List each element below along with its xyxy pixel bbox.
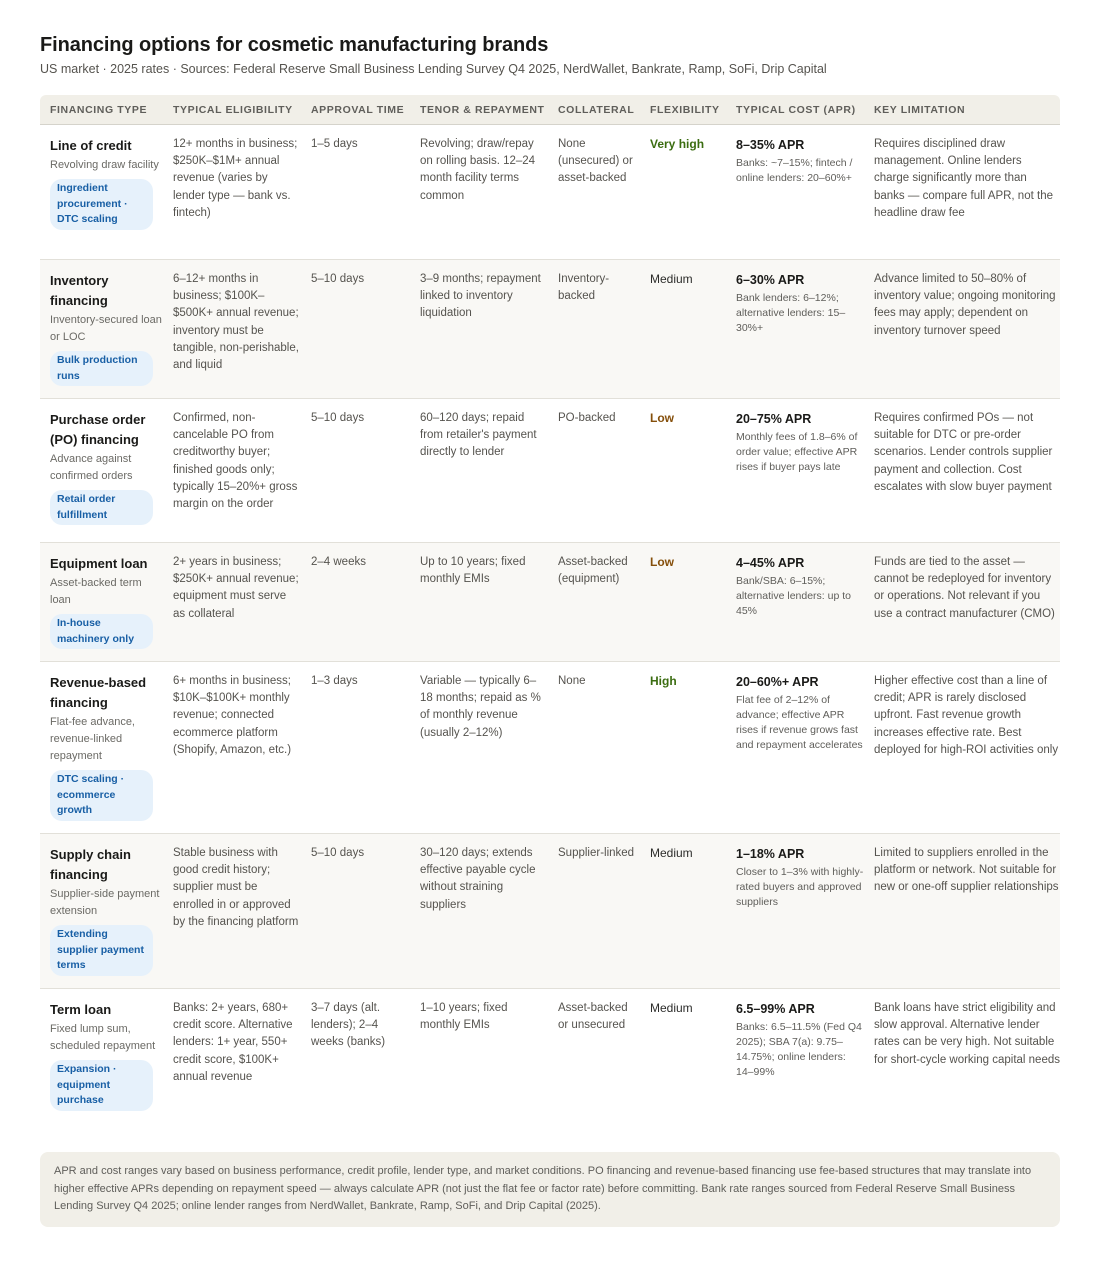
flexibility-cell (640, 834, 726, 988)
financing-type-description: Revolving draw facility (50, 159, 159, 171)
table-body (40, 125, 1060, 1129)
eligibility-cell: 6+ months in business; $10K–$100K+ monthly revenue; connected ecommerce platform (Shopify, Amazon, etc.) (173, 675, 292, 756)
collateral-cell: Supplier-linked (558, 847, 635, 859)
collateral-cell: None (558, 675, 586, 687)
flexibility-cell (640, 989, 726, 1129)
footnote: APR and cost ranges vary based on business performance, credit profile, lender type, and market conditions. PO financing and revenue-based financing use fee-based structures that may translate into higher effective APRs depending on repayment speed — always calculate APR (not just the flat fee or factor rate) before committing. Bank rate ranges sourced from Federal Reserve Small Business Lending Survey Q4 2025; online lender ranges from NerdWallet, Bankrate, Ramp, SoFi, and Drip Capital (2025). (40, 1152, 1060, 1227)
page-title: Financing options for cosmetic manufacturing brands (40, 34, 549, 56)
table-row (40, 543, 1060, 662)
limitation-cell: Limited to suppliers enrolled in the platform or network. Not suitable for new or one-off supplier relationships (874, 847, 1059, 894)
financing-type-description: Advance against confirmed orders (50, 453, 133, 482)
financing-type-description: Asset-backed term loan (50, 577, 142, 606)
collateral-cell: None (unsecured) or asset-backed (558, 138, 633, 185)
flexibility-value: Medium (650, 272, 693, 286)
collateral-cell: Inventory-backed (558, 273, 610, 303)
cost-note: Monthly fees of 1.8–6% of order value; effective APR rises if buyer pays late (736, 431, 858, 473)
tenor-cell: Variable — typically 6–18 months; repaid as % of monthly revenue (usually 2–12%) (420, 675, 541, 739)
flexibility-value: Low (650, 555, 674, 569)
financing-type-name: Term loan (50, 1002, 112, 1017)
cost-apr: 6–30% APR (736, 273, 805, 287)
collateral-cell: Asset-backed or unsecured (558, 1002, 628, 1032)
use-case-tag: DTC scaling · ecommerce growth (50, 770, 153, 821)
approval-time-cell: 5–10 days (311, 273, 365, 285)
limitation-cell: Advance limited to 50–80% of inventory value; ongoing monitoring fees may apply; dependent on inventory turnover speed (874, 273, 1056, 337)
approval-time-cell: 1–3 days (311, 675, 358, 687)
limitation-cell: Higher effective cost than a line of credit; APR is rarely disclosed upfront. Fast revenue growth increases effective rate. Best deployed for high-ROI activities only (874, 675, 1059, 756)
use-case-tag: Retail order fulfillment (50, 490, 153, 525)
financing-type-cell (40, 662, 163, 833)
cost-note: Closer to 1–3% with highly-rated buyers and approved suppliers (736, 866, 864, 908)
column-header-tenor: TENOR & REPAYMENT (420, 103, 545, 116)
use-case-tag: Bulk production runs (50, 351, 153, 386)
table-row (40, 125, 1060, 260)
use-case-tag: In-house machinery only (50, 614, 153, 649)
flexibility-cell (640, 399, 726, 542)
cost-apr: 20–75% APR (736, 412, 812, 426)
cost-note: Bank/SBA: 6–15%; alternative lenders: up to 45% (736, 575, 851, 617)
approval-time-cell: 5–10 days (311, 847, 365, 859)
flexibility-cell (640, 260, 726, 398)
column-header-financing-type: FINANCING TYPE (50, 103, 148, 116)
flexibility-value: High (650, 674, 677, 688)
cost-cell (726, 543, 864, 661)
flexibility-value: Low (650, 411, 674, 425)
limitation-cell: Requires disciplined draw management. Online lenders charge significantly more than banks — compare full APR, not the headline draw fee (874, 138, 1053, 219)
flexibility-cell (640, 662, 726, 833)
flexibility-value: Medium (650, 846, 693, 860)
tenor-cell: 30–120 days; extends effective payable cycle without straining suppliers (420, 847, 536, 911)
tenor-cell: 1–10 years; fixed monthly EMIs (420, 1002, 508, 1032)
cost-cell (726, 399, 864, 542)
financing-type-cell (40, 834, 163, 988)
use-case-tag: Expansion · equipment purchase (50, 1060, 153, 1111)
table-row (40, 399, 1060, 543)
use-case-tag: Ingredient procurement · DTC scaling (50, 179, 153, 230)
cost-cell (726, 662, 864, 833)
flexibility-cell (640, 543, 726, 661)
cost-cell (726, 260, 864, 398)
financing-type-description: Inventory-secured loan or LOC (50, 314, 162, 343)
table-row (40, 260, 1060, 399)
approval-time-cell: 1–5 days (311, 138, 358, 150)
cost-apr: 1–18% APR (736, 847, 805, 861)
limitation-cell: Funds are tied to the asset — cannot be redeployed for inventory or operations. Not relevant if you use a contract manufacturer (CMO) (874, 556, 1055, 620)
column-header-flexibility: FLEXIBILITY (650, 103, 720, 116)
approval-time-cell: 3–7 days (alt. lenders); 2–4 weeks (banks) (311, 1002, 386, 1049)
financing-type-description: Supplier-side payment extension (50, 888, 160, 917)
collateral-cell: PO-backed (558, 412, 616, 424)
eligibility-cell: Confirmed, non-cancelable PO from creditworthy buyer; finished goods only; typically 15–20%+ gross margin on the order (173, 412, 298, 511)
cost-note: Banks: 6.5–11.5% (Fed Q4 2025); SBA 7(a): 9.75–14.75%; online lenders: 14–99% (736, 1021, 862, 1078)
financing-type-name: Supply chain financing (50, 847, 131, 882)
column-header-approval-time: APPROVAL TIME (311, 103, 405, 116)
eligibility-cell: 6–12+ months in business; $100K–$500K+ annual revenue; inventory must be tangible, non-perishable, and liquid (173, 273, 299, 372)
financing-type-name: Revenue-based financing (50, 675, 147, 710)
tenor-cell: 60–120 days; repaid from retailer's payment directly to lender (420, 412, 537, 459)
cost-apr: 20–60%+ APR (736, 675, 819, 689)
cost-apr: 4–45% APR (736, 556, 805, 570)
tenor-cell: Revolving; draw/repay on rolling basis. 12–24 month facility terms common (420, 138, 536, 202)
column-header-eligibility: TYPICAL ELIGIBILITY (173, 103, 293, 116)
eligibility-cell: 2+ years in business; $250K+ annual revenue; equipment must serve as collateral (173, 556, 299, 620)
table-row (40, 989, 1060, 1129)
approval-time-cell: 2–4 weeks (311, 556, 366, 568)
flexibility-value: Medium (650, 1001, 693, 1015)
financing-type-name: Equipment loan (50, 556, 148, 571)
cost-cell (726, 125, 864, 259)
cost-apr: 6.5–99% APR (736, 1002, 815, 1016)
column-header-cost: TYPICAL COST (APR) (736, 103, 856, 116)
financing-type-cell (40, 399, 163, 542)
financing-type-cell (40, 989, 163, 1129)
financing-type-name: Inventory financing (50, 273, 109, 308)
eligibility-cell: Banks: 2+ years, 680+ credit score. Alternative lenders: 1+ year, 550+ credit score, $100K+ annual revenue (173, 1002, 293, 1083)
column-header-limitation: KEY LIMITATION (874, 103, 966, 116)
cost-note: Banks: ~7–15%; fintech / online lenders: 20–60%+ (736, 157, 853, 184)
financing-type-cell (40, 543, 163, 661)
cost-apr: 8–35% APR (736, 138, 805, 152)
financing-table (40, 95, 1060, 1129)
flexibility-cell (640, 125, 726, 259)
limitation-cell: Bank loans have strict eligibility and slow approval. Alternative lender rates can be very high. Not suitable for short-cycle working capital needs (874, 1002, 1060, 1066)
table-row (40, 662, 1060, 834)
financing-type-description: Flat-fee advance, revenue-linked repayment (50, 716, 135, 762)
cost-note: Flat fee of 2–12% of advance; effective APR rises if revenue grows fast and repayment accelerates (736, 694, 863, 751)
financing-type-cell (40, 125, 163, 259)
flexibility-value: Very high (650, 137, 705, 151)
table-header (40, 95, 1060, 125)
financing-type-description: Fixed lump sum, scheduled repayment (50, 1023, 156, 1052)
cost-cell (726, 989, 864, 1129)
tenor-cell: 3–9 months; repayment linked to inventory liquidation (420, 273, 541, 320)
collateral-cell: Asset-backed (equipment) (558, 556, 628, 586)
eligibility-cell: Stable business with good credit history; supplier must be enrolled in or approved by the financing platform (173, 847, 299, 928)
eligibility-cell: 12+ months in business; $250K–$1M+ annual revenue (varies by lender type — bank vs. fintech) (173, 138, 298, 219)
financing-type-cell (40, 260, 163, 398)
financing-type-name: Line of credit (50, 138, 132, 153)
column-header-collateral: COLLATERAL (558, 103, 635, 116)
page-subtitle: US market · 2025 rates · Sources: Federal Reserve Small Business Lending Survey Q4 2025, NerdWallet, Bankrate, Ramp, SoFi, Drip Capital (40, 62, 827, 76)
approval-time-cell: 5–10 days (311, 412, 365, 424)
table-row (40, 834, 1060, 989)
cost-cell (726, 834, 864, 988)
tenor-cell: Up to 10 years; fixed monthly EMIs (420, 556, 526, 586)
limitation-cell: Requires confirmed POs — not suitable for DTC or pre-order scenarios. Lender controls supplier payment and collection. Cost escalates with slow buyer payment (874, 412, 1053, 493)
use-case-tag: Extending supplier payment terms (50, 925, 153, 976)
cost-note: Bank lenders: 6–12%; alternative lenders: 15–30%+ (736, 292, 846, 334)
financing-type-name: Purchase order (PO) financing (50, 412, 146, 447)
